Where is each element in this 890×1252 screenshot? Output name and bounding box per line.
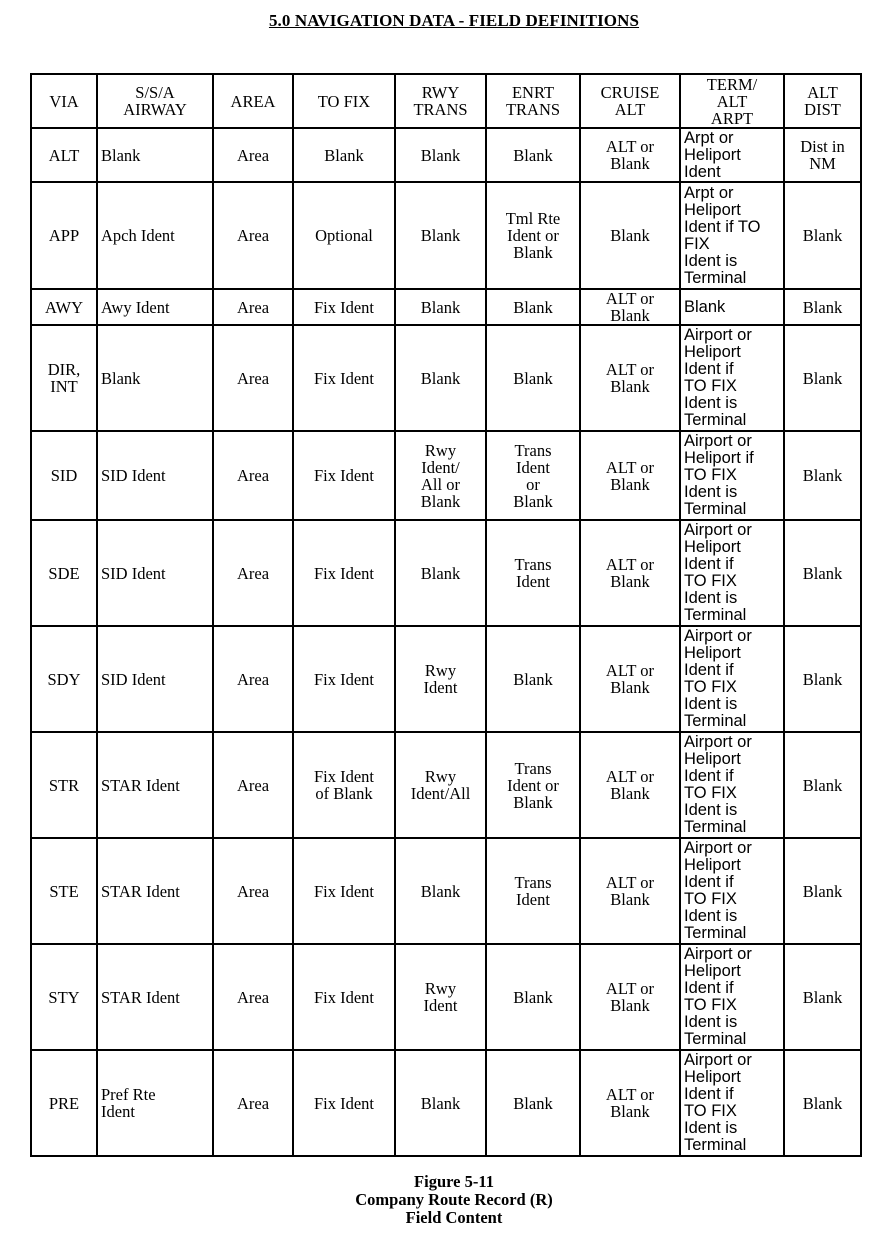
cell-enrt-trans: Blank <box>486 128 580 182</box>
cell-term-alt-arpt: Arpt or Heliport Ident if TO FIX Ident is Terminal <box>680 182 784 289</box>
figure-title: Company Route Record (R) <box>355 1190 553 1209</box>
cell-rwy-trans: Blank <box>395 182 486 289</box>
table-row <box>31 289 861 325</box>
table-row <box>31 626 861 732</box>
cell-alt-dist: Blank <box>784 838 861 944</box>
cell-ssa-airway: SID Ident <box>97 520 213 626</box>
cell-via: STR <box>31 732 97 838</box>
cell-via: STY <box>31 944 97 1050</box>
column-header-area: AREA <box>213 74 293 128</box>
cell-rwy-trans: Blank <box>395 838 486 944</box>
cell-to-fix: Fix Ident of Blank <box>293 732 395 838</box>
table-row <box>31 182 861 289</box>
cell-rwy-trans: Blank <box>395 1050 486 1156</box>
table-body <box>31 128 861 1156</box>
cell-alt-dist: Blank <box>784 182 861 289</box>
cell-area: Area <box>213 944 293 1050</box>
cell-to-fix: Fix Ident <box>293 626 395 732</box>
column-header-enrt-trans: ENRT TRANS <box>486 74 580 128</box>
cell-via: DIR, INT <box>31 325 97 431</box>
cell-alt-dist: Blank <box>784 944 861 1050</box>
column-header-via: VIA <box>31 74 97 128</box>
cell-to-fix: Fix Ident <box>293 1050 395 1156</box>
cell-to-fix: Fix Ident <box>293 944 395 1050</box>
cell-to-fix: Fix Ident <box>293 520 395 626</box>
cell-cruise-alt: ALT or Blank <box>580 1050 680 1156</box>
cell-ssa-airway: Apch Ident <box>97 182 213 289</box>
cell-rwy-trans: Rwy Ident/ All or Blank <box>395 431 486 520</box>
cell-via: PRE <box>31 1050 97 1156</box>
cell-rwy-trans: Rwy Ident <box>395 944 486 1050</box>
cell-enrt-trans: Blank <box>486 944 580 1050</box>
cell-cruise-alt: ALT or Blank <box>580 732 680 838</box>
cell-term-alt-arpt: Airport or Heliport Ident if TO FIX Ident is Terminal <box>680 944 784 1050</box>
cell-cruise-alt: Blank <box>580 182 680 289</box>
cell-via: AWY <box>31 289 97 325</box>
cell-enrt-trans: Trans Ident <box>486 520 580 626</box>
cell-area: Area <box>213 732 293 838</box>
cell-alt-dist: Blank <box>784 1050 861 1156</box>
column-header-term-alt-arpt: TERM/ ALT ARPT <box>680 74 784 128</box>
cell-term-alt-arpt: Airport or Heliport Ident if TO FIX Ident is Terminal <box>680 732 784 838</box>
cell-area: Area <box>213 128 293 182</box>
figure-subtitle: Field Content <box>405 1208 503 1227</box>
cell-area: Area <box>213 182 293 289</box>
cell-area: Area <box>213 289 293 325</box>
table-row <box>31 325 861 431</box>
page-title: 5.0 NAVIGATION DATA - FIELD DEFINITIONS <box>268 11 640 30</box>
cell-term-alt-arpt: Arpt or Heliport Ident <box>680 128 784 182</box>
column-header-ssa-airway: S/S/A AIRWAY <box>97 74 213 128</box>
cell-ssa-airway: Blank <box>97 325 213 431</box>
table-row <box>31 128 861 182</box>
cell-area: Area <box>213 626 293 732</box>
cell-area: Area <box>213 325 293 431</box>
cell-cruise-alt: ALT or Blank <box>580 520 680 626</box>
cell-via: APP <box>31 182 97 289</box>
cell-enrt-trans: Blank <box>486 289 580 325</box>
table-row <box>31 944 861 1050</box>
cell-to-fix: Fix Ident <box>293 431 395 520</box>
cell-alt-dist: Blank <box>784 325 861 431</box>
cell-via: ALT <box>31 128 97 182</box>
cell-rwy-trans: Blank <box>395 289 486 325</box>
cell-ssa-airway: STAR Ident <box>97 732 213 838</box>
cell-via: SDE <box>31 520 97 626</box>
cell-cruise-alt: ALT or Blank <box>580 838 680 944</box>
field-definitions-table <box>30 73 862 1157</box>
cell-rwy-trans: Rwy Ident <box>395 626 486 732</box>
table-row <box>31 520 861 626</box>
cell-to-fix: Fix Ident <box>293 325 395 431</box>
cell-to-fix: Blank <box>293 128 395 182</box>
cell-via: SID <box>31 431 97 520</box>
cell-alt-dist: Blank <box>784 732 861 838</box>
cell-area: Area <box>213 431 293 520</box>
table-row <box>31 732 861 838</box>
cell-cruise-alt: ALT or Blank <box>580 626 680 732</box>
cell-enrt-trans: Tml Rte Ident or Blank <box>486 182 580 289</box>
figure-caption <box>0 1173 890 1227</box>
cell-rwy-trans: Blank <box>395 128 486 182</box>
cell-to-fix: Optional <box>293 182 395 289</box>
cell-enrt-trans: Blank <box>486 325 580 431</box>
cell-area: Area <box>213 1050 293 1156</box>
cell-enrt-trans: Trans Ident or Blank <box>486 732 580 838</box>
cell-term-alt-arpt: Airport or Heliport Ident if TO FIX Ident is Terminal <box>680 520 784 626</box>
cell-alt-dist: Blank <box>784 289 861 325</box>
cell-term-alt-arpt: Airport or Heliport Ident if TO FIX Ident is Terminal <box>680 325 784 431</box>
cell-rwy-trans: Rwy Ident/All <box>395 732 486 838</box>
cell-term-alt-arpt: Blank <box>680 289 784 325</box>
cell-alt-dist: Dist in NM <box>784 128 861 182</box>
figure-number: Figure 5-11 <box>414 1172 494 1191</box>
cell-to-fix: Fix Ident <box>293 838 395 944</box>
cell-ssa-airway: SID Ident <box>97 626 213 732</box>
cell-alt-dist: Blank <box>784 520 861 626</box>
column-header-cruise-alt: CRUISE ALT <box>580 74 680 128</box>
cell-via: SDY <box>31 626 97 732</box>
cell-term-alt-arpt: Airport or Heliport Ident if TO FIX Ident is Terminal <box>680 838 784 944</box>
cell-alt-dist: Blank <box>784 431 861 520</box>
cell-enrt-trans: Trans Ident <box>486 838 580 944</box>
cell-rwy-trans: Blank <box>395 520 486 626</box>
cell-cruise-alt: ALT or Blank <box>580 944 680 1050</box>
cell-via: STE <box>31 838 97 944</box>
column-header-alt-dist: ALT DIST <box>784 74 861 128</box>
cell-alt-dist: Blank <box>784 626 861 732</box>
cell-cruise-alt: ALT or Blank <box>580 128 680 182</box>
cell-ssa-airway: STAR Ident <box>97 838 213 944</box>
cell-cruise-alt: ALT or Blank <box>580 431 680 520</box>
table-row <box>31 838 861 944</box>
cell-term-alt-arpt: Airport or Heliport if TO FIX Ident is Terminal <box>680 431 784 520</box>
column-header-rwy-trans: RWY TRANS <box>395 74 486 128</box>
table-row <box>31 1050 861 1156</box>
cell-ssa-airway: Pref Rte Ident <box>97 1050 213 1156</box>
cell-term-alt-arpt: Airport or Heliport Ident if TO FIX Ident is Terminal <box>680 626 784 732</box>
cell-enrt-trans: Trans Ident or Blank <box>486 431 580 520</box>
cell-area: Area <box>213 520 293 626</box>
cell-to-fix: Fix Ident <box>293 289 395 325</box>
cell-enrt-trans: Blank <box>486 1050 580 1156</box>
cell-area: Area <box>213 838 293 944</box>
cell-ssa-airway: SID Ident <box>97 431 213 520</box>
cell-cruise-alt: ALT or Blank <box>580 289 680 325</box>
cell-ssa-airway: STAR Ident <box>97 944 213 1050</box>
column-header-to-fix: TO FIX <box>293 74 395 128</box>
table-header-row <box>31 74 861 128</box>
table-row <box>31 431 861 520</box>
cell-cruise-alt: ALT or Blank <box>580 325 680 431</box>
cell-ssa-airway: Awy Ident <box>97 289 213 325</box>
cell-ssa-airway: Blank <box>97 128 213 182</box>
cell-term-alt-arpt: Airport or Heliport Ident if TO FIX Ident is Terminal <box>680 1050 784 1156</box>
cell-enrt-trans: Blank <box>486 626 580 732</box>
cell-rwy-trans: Blank <box>395 325 486 431</box>
